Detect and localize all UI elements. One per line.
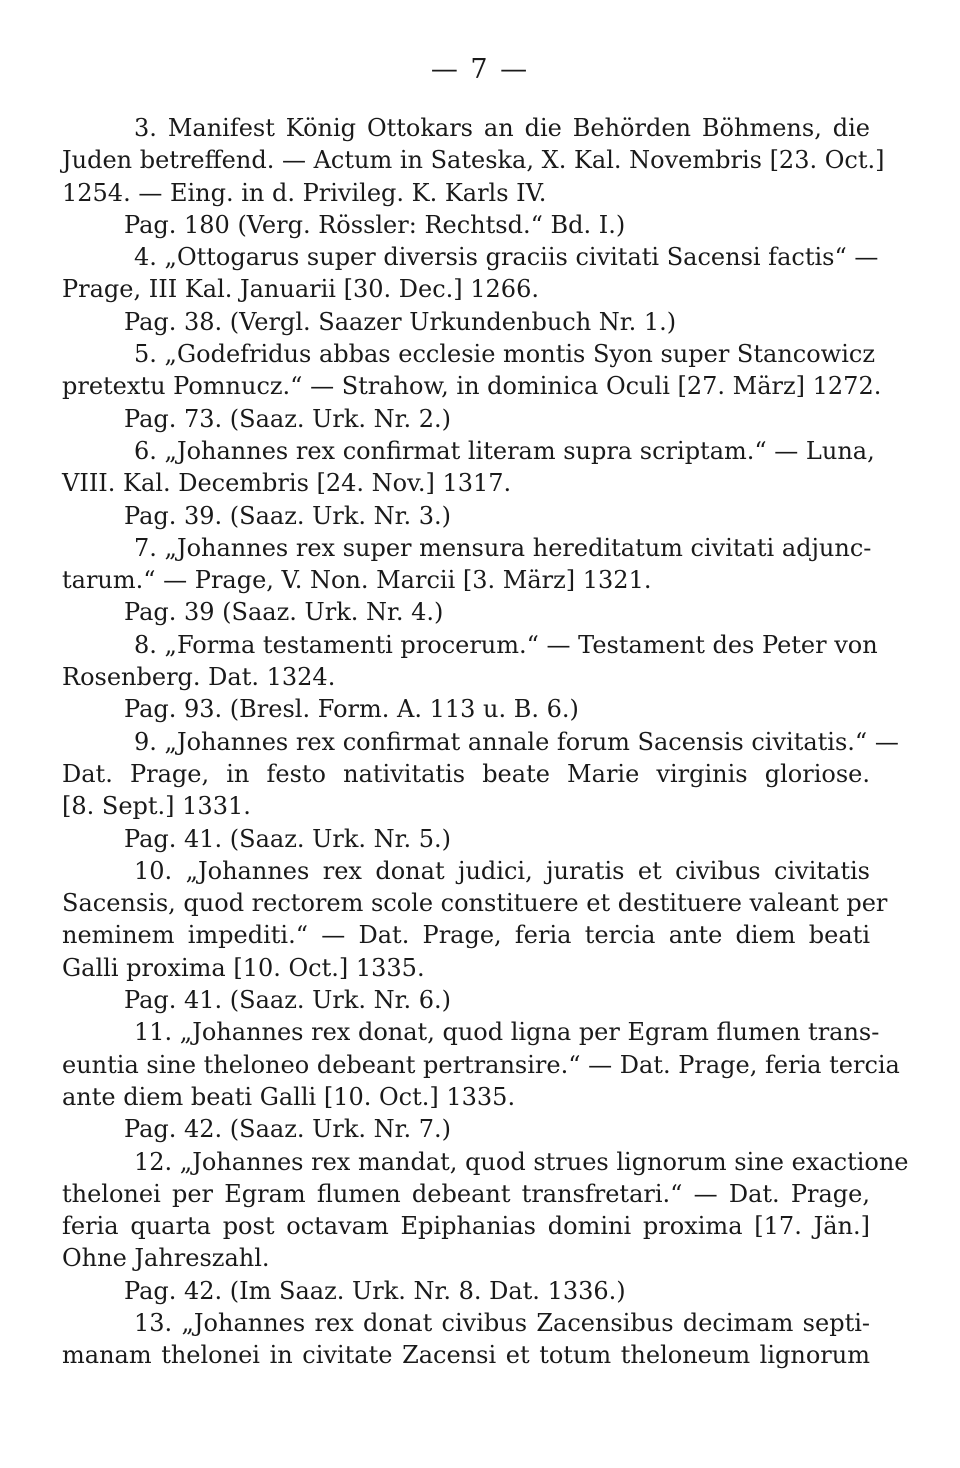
entry-e13 [62,1307,870,1372]
text-line: 6. „Johannes rex confirmat literam supra scriptam.“ — Luna, [134,436,875,465]
text-line: Pag. 180 (Verg. Rössler: Rechtsd.“ Bd. I.) [124,210,626,239]
text-line: thelonei per Egram flumen debeant transfretari.“ — Dat. Prage, [62,1179,870,1208]
text-line: Dat. Prage, in festo nativitatis beate Marie virginis gloriose. [62,759,870,788]
text-line: 11. „Johannes rex donat, quod ligna per Egram flumen trans- [134,1018,880,1047]
text-line: 1254. — Eing. in d. Privileg. K. Karls IV. [62,178,547,207]
text-line: 7. „Johannes rex super mensura hereditatum civitati adjunc- [134,533,872,562]
text-line: Prage, III Kal. Januarii [30. Dec.] 1266. [62,275,539,304]
document-body [62,112,909,1372]
text-line: Pag. 41. (Saaz. Urk. Nr. 5.) [124,824,451,853]
entry-e9 [62,726,899,855]
entry-e3 [62,112,885,241]
text-line: feria quarta post octavam Epiphanias domini proxima [17. Jän.] [62,1212,870,1241]
text-line: neminem impediti.“ — Dat. Prage, feria tercia ante diem beati [62,921,870,950]
text-line: Sacensis, quod rectorem scole constituere et destituere valeant per [62,889,888,918]
page-number: — 7 — [430,54,530,85]
entry-e10 [62,855,888,1016]
text-line: manam thelonei in civitate Zacensi et totum theloneum lignorum [62,1341,870,1370]
text-line: VIII. Kal. Decembris [24. Nov.] 1317. [62,469,512,498]
entry-e6 [62,435,875,532]
text-line: Rosenberg. Dat. 1324. [62,663,336,692]
text-line: Pag. 38. (Vergl. Saazer Urkundenbuch Nr. 1.) [124,307,677,336]
text-line: Pag. 42. (Saaz. Urk. Nr. 7.) [124,1115,451,1144]
text-line: pretextu Pomnucz.“ — Strahow, in dominica Oculi [27. März] 1272. [62,372,882,401]
entry-e12 [62,1146,909,1307]
entry-e5 [62,338,882,435]
text-line: Pag. 39. (Saaz. Urk. Nr. 3.) [124,501,451,530]
text-line: Galli proxima [10. Oct.] 1335. [62,953,425,982]
text-line: 9. „Johannes rex confirmat annale forum Sacensis civitatis.“ — [134,727,899,756]
text-line: 4. „Ottogarus super diversis graciis civitati Sacensi factis“ — [134,243,879,272]
text-line: euntia sine theloneo debeant pertransire.“ — Dat. Prage, feria tercia [62,1050,900,1079]
text-line: 3. Manifest König Ottokars an die Behörden Böhmens, die [134,114,870,142]
text-line: Pag. 93. (Bresl. Form. A. 113 u. B. 6.) [124,695,579,724]
text-line: 12. „Johannes rex mandat, quod strues lignorum sine exactione [134,1147,909,1176]
text-line: Juden betreffend. — Actum in Sateska, X. Kal. Novembris [23. Oct.] [62,146,885,175]
text-line: 8. „Forma testamenti procerum.“ — Testament des Peter von [134,630,878,659]
text-line: ante diem beati Galli [10. Oct.] 1335. [62,1082,516,1111]
entry-e4 [62,241,879,338]
text-line: Pag. 42. (Im Saaz. Urk. Nr. 8. Dat. 1336.) [124,1276,626,1305]
text-line: 5. „Godefridus abbas ecclesie montis Syon super Stancowicz [134,340,875,369]
text-line: Ohne Jahreszahl. [62,1244,270,1273]
text-line: tarum.“ — Prage, V. Non. Marcii [3. März] 1321. [62,566,652,595]
text-line: 10. „Johannes rex donat judici, juratis et civibus civitatis [134,856,870,885]
entry-e11 [62,1016,900,1145]
text-line: 13. „Johannes rex donat civibus Zacensibus decimam septi- [134,1308,870,1337]
entry-e8 [62,629,878,726]
text-line: [8. Sept.] 1331. [62,792,251,821]
entry-e7 [62,532,870,629]
text-line: Pag. 39 (Saaz. Urk. Nr. 4.) [124,598,444,627]
text-line: Pag. 41. (Saaz. Urk. Nr. 6.) [124,986,451,1015]
text-line: Pag. 73. (Saaz. Urk. Nr. 2.) [124,404,451,433]
